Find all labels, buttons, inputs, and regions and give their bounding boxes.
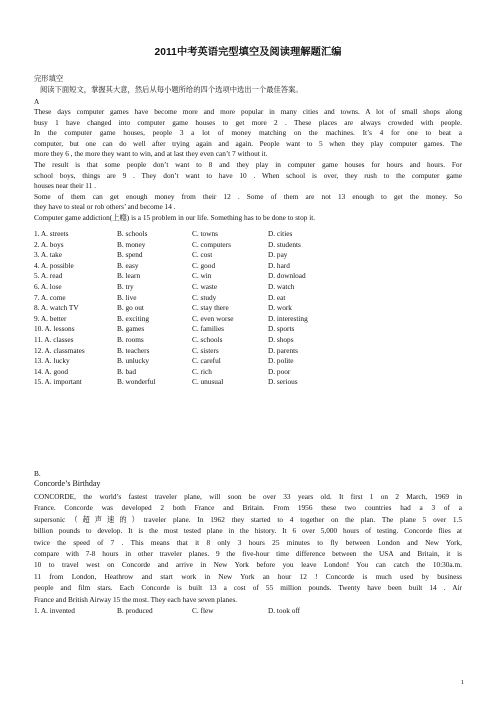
answer-option: B. easy xyxy=(117,260,139,270)
answer-option: C. flew xyxy=(192,606,214,615)
answer-option: 7. A. come xyxy=(34,292,66,302)
answer-option: D. eat xyxy=(268,292,286,302)
answer-option: B. rooms xyxy=(117,335,144,344)
answer-option: C. stay there xyxy=(192,303,229,313)
answer-option: C. computers xyxy=(192,239,231,249)
passage-line: France. Concorde was developed 2 both France and Britain. From 1956 these two countries had a 3 of a xyxy=(34,503,462,513)
answer-option: C. waste xyxy=(192,282,218,291)
question-options-row xyxy=(0,261,496,270)
passage-line: billion pounds to develop. It is the most tested plane in the history. It 6 over 5,000 hours of testing. Concorde flies at xyxy=(34,526,462,536)
answer-option: 2. A. boys xyxy=(34,239,64,249)
answer-option: D. students xyxy=(268,239,301,249)
passage-line: houses near their 11 . xyxy=(34,181,96,191)
page-title: 2011中考英语完型填空及阅读理解题汇编 xyxy=(154,47,342,58)
passage-line: In the computer game houses, people 3 a lot of money matching on the machines. It’s 4 for one to beat a xyxy=(34,128,462,138)
answer-option: C. even worse xyxy=(192,313,234,323)
answer-option: B. go out xyxy=(117,303,144,313)
passage-line: they have to steal or rob others’ and become 14 . xyxy=(34,202,176,212)
passage-b-heading: Concorde’s Birthday xyxy=(34,479,101,488)
question-options-row xyxy=(0,324,496,333)
section-heading: 完形填空 xyxy=(34,74,64,83)
question-options-row xyxy=(0,356,496,365)
answer-option: 13. A. lucky xyxy=(34,356,70,366)
answer-option: D. shops xyxy=(268,335,294,344)
answer-option: B. wonderful xyxy=(117,377,156,387)
passage-line: twice the speed of 7 . This means that it 8 only 3 hours 25 minutes to fly between London and New York, xyxy=(34,537,462,547)
passage-line: busy 1 have changed into computer game houses to get more 2 . These places are always crowded with people. xyxy=(34,117,462,127)
answer-option: B. produced xyxy=(117,606,153,615)
answer-option: C. study xyxy=(192,292,217,302)
passage-line: 11 from London, Heathrow and start work in New York an hour 12 ! Concorde is much used by business xyxy=(34,571,462,581)
question-options-row xyxy=(0,335,496,344)
answer-option: D. polite xyxy=(268,356,294,366)
answer-option: B. money xyxy=(117,239,146,249)
answer-option: D. download xyxy=(268,271,306,281)
answer-option: C. unusual xyxy=(192,377,224,387)
answer-option: 15. A. important xyxy=(34,377,82,387)
question-options-row xyxy=(0,293,496,302)
answer-option: C. rich xyxy=(192,366,212,376)
answer-option: C. cost xyxy=(192,250,213,260)
passage-line: Computer game addiction(上瘾) is a 15 problem in our life. Something has to be done to stop it. xyxy=(34,213,316,222)
answer-option: 12. A. classmates xyxy=(34,345,85,355)
answer-option: D. poor xyxy=(268,366,291,376)
passage-line: supersonic（超声速的）traveler plane. In 1962 they started to 4 together on the plan. The plane 5 over 1.5 xyxy=(34,514,462,524)
answer-option: 4. A. possible xyxy=(34,260,74,270)
answer-option: 6. A. lose xyxy=(34,282,62,291)
passage-line: The result is that some people don’t want to 8 and they play in computer game houses for hours and hours. For xyxy=(34,160,462,169)
passage-line: CONCORDE, the world’s fastest traveler plane, will soon be over 33 years old. It first 1 on 2 March, 1969 in xyxy=(34,492,462,501)
answer-option: B. spend xyxy=(117,250,143,260)
question-options-row xyxy=(0,377,496,386)
answer-option: C. families xyxy=(192,324,225,334)
passage-line: compare with 7-8 hours in other traveler planes. 9 the five-hour time difference between the USA and Britain, it is xyxy=(34,549,462,558)
answer-option: 10. A. lessons xyxy=(34,324,75,334)
passage-line: 10 to travel west on Concorde and arrive in New York before you leave London! You can catch the 10:30a.m. xyxy=(34,560,462,570)
answer-option: D. took off xyxy=(268,606,301,615)
question-options-row xyxy=(0,314,496,323)
question-options-row xyxy=(0,250,496,259)
answer-option: 8. A. watch TV xyxy=(34,303,79,313)
answer-option: 14. A. good xyxy=(34,366,69,376)
answer-option: 9. A. better xyxy=(34,313,67,323)
passage-line: computer, but one can do well after trying again and again. People want to 5 when they play computer games. The xyxy=(34,138,462,148)
question-options-row xyxy=(0,606,496,615)
answer-option: D. interesting xyxy=(268,313,308,323)
question-options-row xyxy=(0,271,496,280)
answer-option: C. win xyxy=(192,271,212,281)
answer-option: C. towns xyxy=(192,229,218,238)
answer-option: B. exciting xyxy=(117,313,150,323)
question-options-row xyxy=(0,346,496,355)
answer-option: C. careful xyxy=(192,356,221,366)
answer-option: C. sisters xyxy=(192,345,219,355)
answer-option: 1. A. streets xyxy=(34,229,69,238)
passage-line: Some of them can get enough money from their 12 . Some of them are not 13 enough to get the money. So xyxy=(34,191,462,201)
passage-a-label: A xyxy=(34,97,40,106)
answer-option: B. games xyxy=(117,324,145,334)
passage-line: These days computer games have become more and more popular in many cities and towns. A lot of small shops along xyxy=(34,107,462,116)
answer-option: D. pay xyxy=(268,250,288,260)
answer-option: B. try xyxy=(117,282,134,291)
instruction-text: 阅读下面短文，掌握其大意，然后从每小题所给的四个选项中选出一个最佳答案。 xyxy=(40,85,303,94)
answer-option: B. bad xyxy=(117,366,137,376)
question-options-row xyxy=(0,282,496,291)
answer-option: D. sports xyxy=(268,324,295,334)
passage-b-label: B. xyxy=(34,469,41,478)
answer-option: D. cities xyxy=(268,229,293,238)
question-options-row xyxy=(0,367,496,376)
passage-line: people and film stars. Each Concorde is built 13 a cost of 55 million pounds. Twenty have been built 14 . Air xyxy=(34,583,462,593)
answer-option: B. schools xyxy=(117,229,148,238)
passage-line: France and British Airway 15 the most. They each have seven planes. xyxy=(34,594,238,604)
answer-option: B. learn xyxy=(117,271,141,281)
answer-option: D. serious xyxy=(268,377,298,387)
question-options-row xyxy=(0,240,496,249)
answer-option: D. hard xyxy=(268,260,290,270)
answer-option: 11. A. classes xyxy=(34,335,74,344)
passage-line: more they 6 , the more they want to win, and at last they even can’t 7 without it. xyxy=(34,149,268,159)
answer-option: D. watch xyxy=(268,282,295,291)
answer-option: B. live xyxy=(117,292,137,302)
answer-option: D. work xyxy=(268,303,292,313)
answer-option: B. teachers xyxy=(117,345,150,355)
answer-option: C. good xyxy=(192,260,216,270)
passage-line: school boys, things are 9 . They don’t want to have 10 . When school is over, they rush to the computer game xyxy=(34,170,462,180)
page-number: 1 xyxy=(460,679,464,686)
answer-option: 1. A. invented xyxy=(34,606,75,615)
answer-option: D. parents xyxy=(268,345,298,355)
answer-option: B. unlucky xyxy=(117,356,150,366)
question-options-row xyxy=(0,229,496,238)
question-options-row xyxy=(0,303,496,312)
answer-option: C. schools xyxy=(192,335,223,344)
answer-option: 3. A. take xyxy=(34,250,62,260)
answer-option: 5. A. read xyxy=(34,271,63,281)
